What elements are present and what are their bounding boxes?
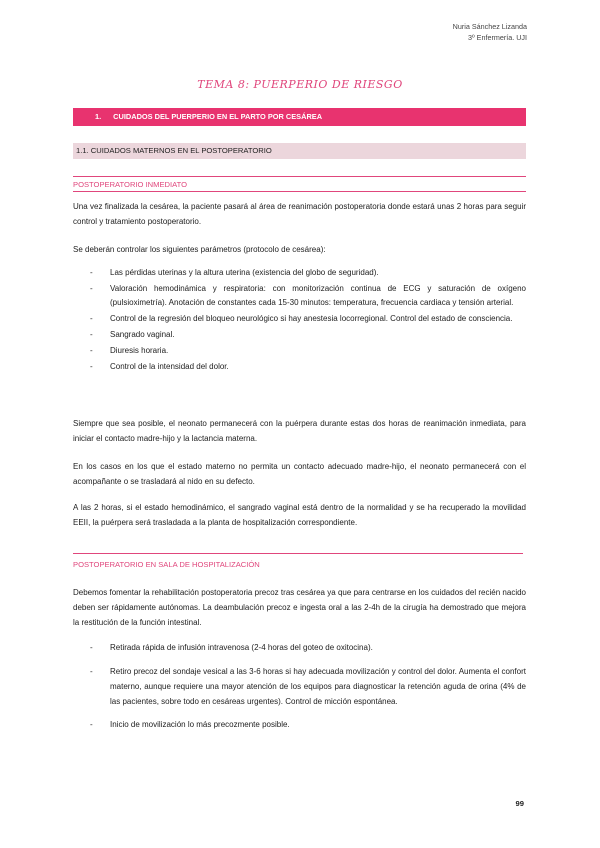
heading-rule-top <box>73 553 523 554</box>
subsection-label: 1.1. CUIDADOS MATERNOS EN EL POSTOPERATORIO <box>76 146 272 155</box>
section-heading-bar <box>73 108 526 126</box>
paragraph: Debemos fomentar la rehabilitación postoperatoria precoz tras cesárea ya que para centrarse en los cuidados del recién nacido deben ser rápidamente autónomas. La deambulación precoz e ingesta oral a las 2-4h de la cirugía ha demostrado que mejora la restitución de la función intestinal. <box>73 588 526 627</box>
paragraph: En los casos en los que el estado materno no permita un contacto adecuado madre-hijo, el neonato permanecerá con el acompañante o se trasladará al nido en su defecto. <box>73 462 526 486</box>
document-title: TEMA 8: PUERPERIO DE RIESGO <box>197 78 403 91</box>
bullet-list <box>73 641 526 734</box>
list-item: - Sangrado vaginal. <box>90 330 175 339</box>
heading-postoperatorio-sala: POSTOPERATORIO EN SALA DE HOSPITALIZACIÓN <box>73 560 260 569</box>
list-item: - Diuresis horaria. <box>90 346 169 355</box>
header-course: 3º Enfermería. UJI <box>468 33 527 42</box>
list-item: - Control de la regresión del bloqueo neurológico si hay anestesia locorregional. Control del estado de consciencia. <box>90 314 513 323</box>
list-item: - Control de la intensidad del dolor. <box>90 362 229 371</box>
section-number: 1. <box>95 112 102 121</box>
page-header <box>453 21 527 43</box>
heading-postoperatorio-inmediato: POSTOPERATORIO INMEDIATO <box>73 180 188 189</box>
list-item: - Retiro precoz del sondaje vesical a las 3-6 horas si hay adecuada movilización y control del dolor. Aumenta el confort materno, aunque requiere una mayor atención de los equipos para diagnosticar la retención aguda de orina (4% de las pacientes, sobre todo en cesáreas urgentes). Control de micción espontánea. <box>90 667 526 706</box>
section-label: CUIDADOS DEL PUERPERIO EN EL PARTO POR CESÁREA <box>113 112 323 121</box>
paragraph: Se deberán controlar los siguientes parámetros (protocolo de cesárea): <box>73 245 326 254</box>
page-number: 99 <box>515 799 524 808</box>
list-item: - Las pérdidas uterinas y la altura uterina (existencia del globo de seguridad). <box>90 268 379 277</box>
paragraph: Una vez finalizada la cesárea, la paciente pasará al área de reanimación postoperatoria donde estará unas 2 horas para seguir control y tratamiento postoperatorio. <box>73 202 526 226</box>
heading-rule-top <box>73 176 526 177</box>
paragraph: Siempre que sea posible, el neonato permanecerá con la puérpera durante estas dos horas de reanimación inmediata, para iniciar el contacto madre-hijo y la lactancia materna. <box>73 419 526 443</box>
list-item: - Valoración hemodinámica y respiratoria: con monitorización continua de ECG y saturación de oxígeno (pulsioximetría). Anotación de constantes cada 15-30 minutos: temperatura, frecuencia cardiaca y tensión arterial. <box>90 284 526 307</box>
heading-rule-bottom <box>73 191 526 192</box>
paragraph: A las 2 horas, si el estado hemodinámico, el sangrado vaginal está dentro de la normalidad y se ha recuperado la movilidad EEII, la puérpera será trasladada a la planta de hospitalización correspondiente. <box>73 503 526 527</box>
subsection-heading-bar <box>73 143 526 159</box>
list-item: - Retirada rápida de infusión intravenosa (2-4 horas del goteo de oxitocina). <box>90 643 373 652</box>
header-author: Nuria Sánchez Lizanda <box>452 22 527 31</box>
list-item: - Inicio de movilización lo más precozmente posible. <box>90 720 290 729</box>
bullet-list <box>73 266 526 376</box>
